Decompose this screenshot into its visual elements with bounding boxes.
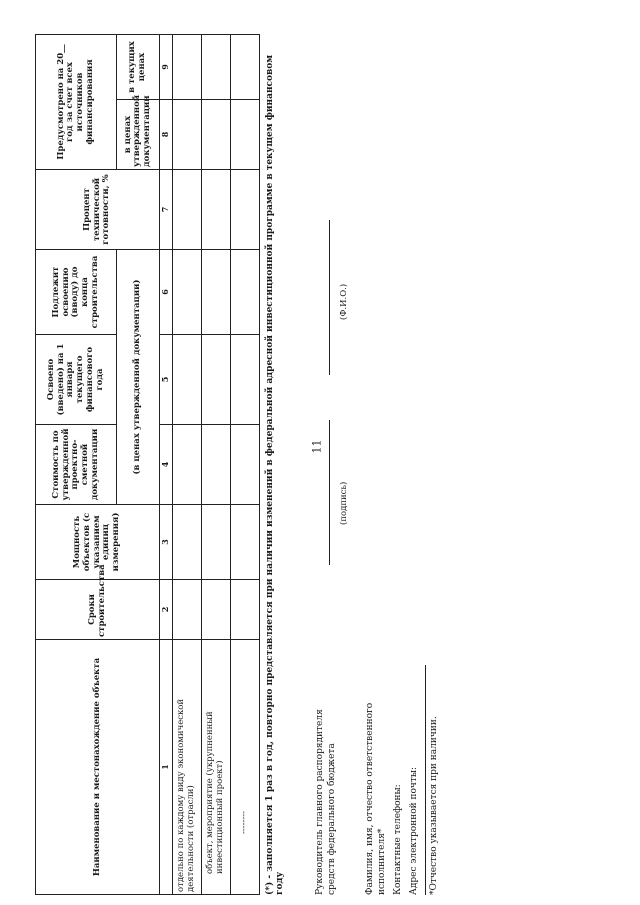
header-price-note: (в ценах утвержденной документации) [117, 250, 160, 505]
col-number: 1 [160, 640, 173, 895]
investment-table [35, 34, 260, 895]
signature-line [329, 420, 330, 565]
table-row [202, 34, 231, 894]
signature-caption: (подпись) [339, 481, 349, 525]
row-label: объект, мероприятие (укрупненный инвестиционный проект) [202, 640, 231, 895]
executor-name-line1: Фамилия, имя, отчество ответственного [365, 702, 375, 895]
col-number: 5 [160, 335, 173, 425]
col-number: 9 [160, 34, 173, 99]
page-number: 11 [310, 439, 324, 454]
executor-phones: Контактные телефоны: [393, 784, 403, 895]
header-readiness: Процент технической готовности, % [36, 170, 160, 250]
head-title-line2: средств федерального бюджета [327, 743, 337, 895]
col-number: 2 [160, 580, 173, 640]
header-row-1 [36, 34, 117, 894]
row-label: -------- [231, 640, 260, 895]
head-title-line1: Руководитель главного распорядителя [315, 709, 325, 895]
column-number-row [160, 34, 173, 894]
header-planned-current: в текущих ценах [117, 34, 160, 99]
table-row [173, 34, 202, 894]
header-capacity: Мощность объектов (с указанием единиц измерения) [36, 505, 160, 580]
col-number: 7 [160, 170, 173, 250]
executor-email: Адрес электронной почты: [409, 766, 419, 895]
fio-line [329, 220, 330, 375]
header-mastered: Освоено (введено) на 1 января текущего финансового года [36, 335, 117, 425]
header-cost: Стоимость по утвержденной проектно-сметной документации [36, 425, 117, 505]
header-terms: Сроки строительства [36, 580, 160, 640]
table-row [231, 34, 260, 894]
row-label: отдельно по каждому виду экономической деятельности (отрасли) [173, 640, 202, 895]
executor-note: *Отчество указывается при наличии. [429, 716, 439, 895]
header-planned: Предусмотрено на 20__ год за счет всех источников финансирования [36, 34, 117, 169]
header-planned-approved: в ценах утвержденной документации [117, 100, 160, 170]
rotated-sheet [25, 35, 615, 895]
header-name: Наименование и местонахождение объекта [36, 640, 160, 895]
col-number: 8 [160, 100, 173, 170]
fio-caption: (Ф.И.О.) [339, 283, 349, 320]
col-number: 6 [160, 250, 173, 335]
footnote: (*) - заполняется 1 раз в год, повторно представляется при наличии изменений в федеральной адресной инвестиционной программе в текущем финансовом году [265, 54, 285, 895]
col-number: 4 [160, 425, 173, 505]
executor-name-line2: исполнителя* [377, 828, 387, 895]
header-to-master: Подлежит освоению (вводу) до конца строительства [36, 250, 117, 335]
note-separator [425, 665, 426, 895]
col-number: 3 [160, 505, 173, 580]
